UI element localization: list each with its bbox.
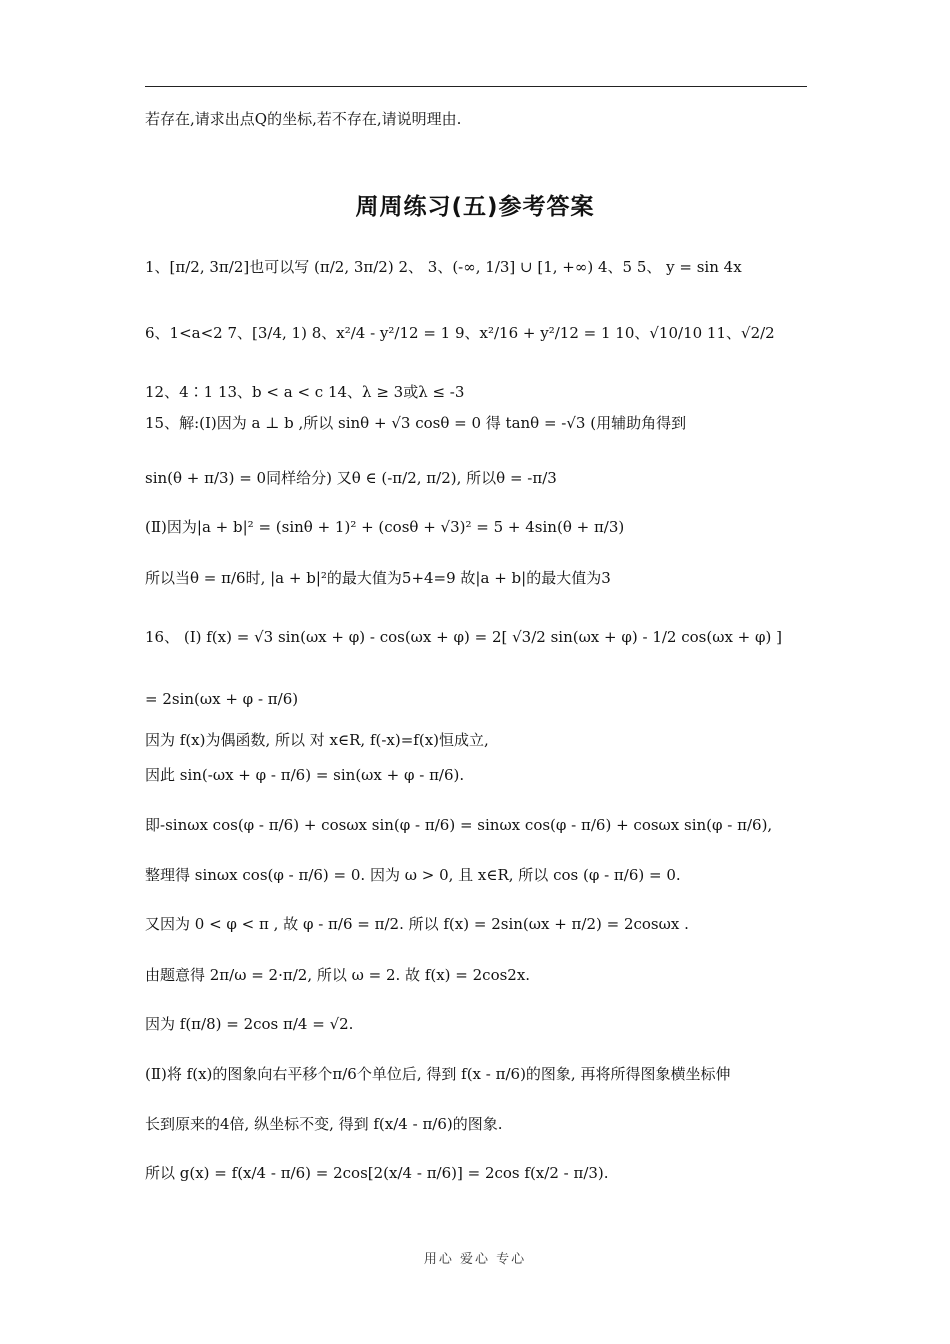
answer-line-17: (Ⅱ)将 f(x)的图象向右平移个π/6个单位后, 得到 f(x - π/6)的图象, 再将所得图象横坐标伸: [145, 1065, 731, 1083]
answer-line-4: 15、解:(Ⅰ)因为 a ⊥ b ,所以 sinθ + √3 cosθ = 0 得 tanθ = -√3 (用辅助角得到: [145, 414, 687, 432]
answer-line-19: 所以 g(x) = f(x/4 - π/6) = 2cos[2(x/4 - π/6)] = 2cos f(x/2 - π/3).: [145, 1164, 609, 1182]
answer-line-11: 因此 sin(-ωx + φ - π/6) = sin(ωx + φ - π/6).: [145, 766, 465, 784]
answer-line-1: 1、[π/2, 3π/2]也可以写 (π/2, 3π/2) 2、 3、(-∞, 1/3] ∪ [1, +∞) 4、5 5、 y = sin 4x: [145, 258, 742, 276]
header-rule: [145, 86, 807, 87]
answer-line-10: 因为 f(x)为偶函数, 所以 对 x∈R, f(-x)=f(x)恒成立,: [145, 731, 489, 749]
answer-line-13: 整理得 sinωx cos(φ - π/6) = 0. 因为 ω > 0, 且 x∈R, 所以 cos (φ - π/6) = 0.: [145, 866, 681, 884]
answer-line-15: 由题意得 2π/ω = 2·π/2, 所以 ω = 2. 故 f(x) = 2cos2x.: [145, 966, 531, 984]
page-footer: 用心 爱心 专心: [423, 1252, 527, 1267]
answer-line-7: 所以当θ = π/6时, |a + b|²的最大值为5+4=9 故|a + b|的最大值为3: [145, 569, 611, 587]
answer-line-12: 即-sinωx cos(φ - π/6) + cosωx sin(φ - π/6) = sinωx cos(φ - π/6) + cosωx sin(φ - π/6),: [145, 816, 773, 834]
header-text: 若存在,请求出点Q的坐标,若不存在,请说明理由.: [145, 110, 462, 128]
answer-line-8: 16、 (Ⅰ) f(x) = √3 sin(ωx + φ) - cos(ωx + φ) = 2[ √3/2 sin(ωx + φ) - 1/2 cos(ωx + φ) ]: [145, 628, 782, 646]
answer-line-6: (Ⅱ)因为|a + b|² = (sinθ + 1)² + (cosθ + √3)² = 5 + 4sin(θ + π/3): [145, 518, 625, 536]
answer-line-5: sin(θ + π/3) = 0同样给分) 又θ ∈ (-π/2, π/2), 所以θ = -π/3: [145, 469, 557, 487]
answer-line-3: 12、4∶1 13、b < a < c 14、λ ≥ 3或λ ≤ -3: [145, 383, 465, 401]
answer-line-2: 6、1<a<2 7、[3/4, 1) 8、x²/4 - y²/12 = 1 9、x²/16 + y²/12 = 1 10、√10/10 11、√2/2: [145, 324, 775, 342]
answer-line-14: 又因为 0 < φ < π , 故 φ - π/6 = π/2. 所以 f(x) = 2sin(ωx + π/2) = 2cosωx .: [145, 915, 689, 933]
answer-line-18: 长到原来的4倍, 纵坐标不变, 得到 f(x/4 - π/6)的图象.: [145, 1115, 503, 1133]
page-title: 周周练习(五)参考答案: [355, 194, 595, 220]
answer-line-16: 因为 f(π/8) = 2cos π/4 = √2.: [145, 1015, 354, 1033]
answer-line-9: = 2sin(ωx + φ - π/6): [145, 690, 299, 708]
